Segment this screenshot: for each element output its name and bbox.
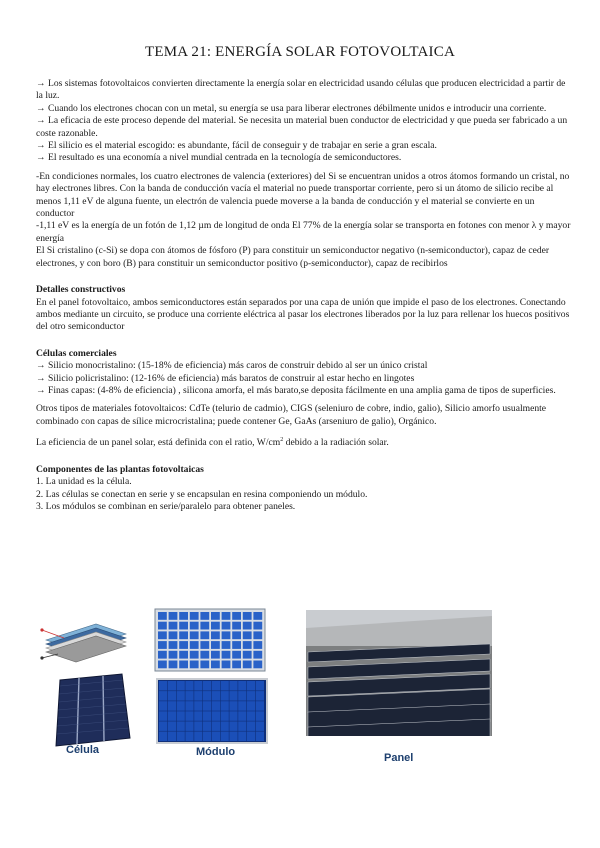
module-cell (168, 681, 176, 691)
module-cell (211, 661, 220, 669)
module-cell (238, 711, 246, 721)
cell-layer-diagram (36, 610, 132, 668)
module-cell (158, 651, 167, 659)
module-cell (253, 651, 262, 659)
module-cell (168, 732, 176, 742)
module-cell (222, 612, 231, 620)
module-cell (179, 641, 188, 649)
module-cell (200, 622, 209, 630)
components-figure (36, 606, 572, 776)
module-cell (179, 612, 188, 620)
module-cell (168, 691, 176, 701)
celulas-bullet: → Silicio policristalino: (12-16% de eficiencia) más baratos de construir al estar hecho en lingotes (36, 372, 415, 384)
module-cell (179, 622, 188, 630)
module-cell (247, 681, 255, 691)
module-cell (229, 732, 237, 742)
module-cell (222, 622, 231, 630)
module-cell (211, 622, 220, 630)
module-cell (232, 622, 241, 630)
module-cell (190, 661, 199, 669)
module-cell (203, 701, 211, 711)
module-cell (238, 721, 246, 731)
solar-cell-image (46, 672, 132, 748)
module-cell (256, 691, 264, 701)
panel-caption: Panel (384, 752, 414, 764)
module-cell (222, 641, 231, 649)
panel-image (306, 610, 492, 736)
module-cell (159, 732, 167, 742)
module-cell (158, 622, 167, 630)
module-cell (211, 612, 220, 620)
module-cell (200, 661, 209, 669)
module-cell (203, 721, 211, 731)
module-cell (212, 711, 220, 721)
module-cell (177, 681, 185, 691)
module-cell (190, 612, 199, 620)
module-cell (247, 711, 255, 721)
module-caption: Módulo (196, 746, 236, 758)
list-item: 1. La unidad es la célula. (36, 476, 132, 488)
module-cell (243, 612, 252, 620)
module-cell (243, 641, 252, 649)
module-cell (200, 612, 209, 620)
module-cell (222, 631, 231, 639)
module-cell (247, 732, 255, 742)
module-cell (243, 631, 252, 639)
module-cell (203, 711, 211, 721)
module-cell (169, 641, 178, 649)
module-cell (185, 681, 193, 691)
module-cell (212, 721, 220, 731)
module-cell (221, 701, 229, 711)
module-cell (169, 622, 178, 630)
module-cell (194, 701, 202, 711)
module-cell (247, 721, 255, 731)
module-cell (185, 701, 193, 711)
module-cell (238, 732, 246, 742)
module-cell (232, 612, 241, 620)
module-cell (194, 711, 202, 721)
module-cell (203, 691, 211, 701)
module-cell (158, 631, 167, 639)
section-heading-celulas: Células comerciales (36, 347, 117, 359)
eficiencia-text-end: debido a la radiación solar. (283, 437, 389, 449)
module-cell (211, 631, 220, 639)
module-cell (185, 732, 193, 742)
module-cell (190, 631, 199, 639)
intro-bullet: → La eficacia de este proceso depende del material. Se necesita un material buen conductor de electricidad y que pueda ser fabricado a un coste razonable. (36, 115, 568, 139)
module-cell (212, 681, 220, 691)
module-cell (194, 721, 202, 731)
module-cell (177, 691, 185, 701)
module-cell (194, 681, 202, 691)
module-cell (256, 732, 264, 742)
module-cell (232, 651, 241, 659)
paragraph: -En condiciones normales, los cuatro electrones de valencia (exteriores) del Si se encuentran unidos a otros átomos formando un cristal, no hay electrones libres. Con la banda de conducción vacía el material no puede transportar corriente, pero si un átomo de silicio recibe al menos 1,11 eV de alguna fuente, un electrón de valencia puede moverse a la banda de conducción y el material se convierte en un conductor (36, 170, 570, 220)
module-cell (243, 661, 252, 669)
module-cell (177, 732, 185, 742)
module-cell (190, 622, 199, 630)
module-cell (200, 631, 209, 639)
module-cell (190, 641, 199, 649)
module-cell (194, 732, 202, 742)
module-cell (221, 711, 229, 721)
module-cell (177, 721, 185, 731)
intro-bullet: → Los sistemas fotovoltaicos convierten directamente la energía solar en electricidad usando células que producen electricidad a partir de la luz. (36, 78, 566, 102)
module-cell (247, 701, 255, 711)
module-cell (168, 721, 176, 731)
celulas-bullet: → Silicio monocristalino: (15-18% de eficiencia) más caros de construir debido al ser un único cristal (36, 360, 428, 372)
module-cell (253, 661, 262, 669)
module-cell (158, 641, 167, 649)
module-cell (179, 631, 188, 639)
paragraph: En el panel fotovoltaico, ambos semiconductores están separados por una capa de unión que impide el paso de los electrones. Conectando ambos mediante un circuito, se produce una corriente eléctrica al pasar los electrones liberados por la luz para rellenar los huecos positivos del otro semiconductor (36, 296, 570, 333)
celulas-bullet: → Finas capas: (4-8% de eficiencia) , silicona amorfa, el más barato,se deposita fácilmente en una amplia gama de tipos de superficies. (36, 384, 556, 396)
module-image (156, 678, 268, 744)
module-cell (200, 641, 209, 649)
module-cell (232, 641, 241, 649)
module-cell (243, 651, 252, 659)
module-cell (177, 701, 185, 711)
module-cell (256, 681, 264, 691)
module-cell (243, 622, 252, 630)
module-cell (253, 612, 262, 620)
module-cell (229, 721, 237, 731)
module-cell (253, 641, 262, 649)
page-title: TEMA 21: ENERGÍA SOLAR FOTOVOLTAICA (145, 44, 455, 60)
module-cell (238, 691, 246, 701)
module-cell (159, 681, 167, 691)
module-cell (221, 681, 229, 691)
module-cell (221, 691, 229, 701)
module-cell (211, 641, 220, 649)
list-item: 3. Los módulos se combinan en serie/paralelo para obtener paneles. (36, 500, 296, 512)
paragraph: El Si cristalino (c-Si) se dopa con átomos de fósforo (P) para constituir un semiconductor negativo (n-semiconductor), capaz de ceder electrones, y con boro (B) para constituir un semiconductor positivo (p-semiconductor), capaz de recibirlos (36, 245, 550, 269)
module-cell (253, 631, 262, 639)
module-cell (212, 701, 220, 711)
module-cell (212, 691, 220, 701)
module-cell (229, 701, 237, 711)
module-cell (203, 732, 211, 742)
document-body (36, 78, 572, 513)
module-cell (221, 732, 229, 742)
module-grid-diagram (154, 608, 266, 672)
cell-caption: Célula (66, 744, 100, 756)
module-cell (168, 701, 176, 711)
intro-bullet: → El resultado es una economía a nivel mundial centrada en la tecnología de semiconductores. (36, 152, 402, 164)
module-cell (159, 701, 167, 711)
module-cell (169, 631, 178, 639)
module-cell (211, 651, 220, 659)
module-cell (232, 631, 241, 639)
eficiencia-superscript: 2 (280, 437, 284, 444)
module-cell (222, 661, 231, 669)
list-item: 2. Las células se conectan en serie y se encapsulan en resina componiendo un módulo. (36, 488, 368, 500)
eficiencia-text: La eficiencia de un panel solar, está definida con el ratio, W/cm (36, 437, 281, 449)
intro-bullet: → El silicio es el material escogido: es abundante, fácil de conseguir y de trabajar en serie a gran escala. (36, 140, 437, 152)
paragraph-eficiencia (36, 434, 572, 450)
module-cell (212, 732, 220, 742)
module-cell (168, 711, 176, 721)
module-cell (229, 681, 237, 691)
module-cell (179, 651, 188, 659)
module-cell (169, 651, 178, 659)
module-cell (256, 701, 264, 711)
module-cell (247, 691, 255, 701)
module-cell (185, 711, 193, 721)
module-cell (158, 661, 167, 669)
paragraph: Otros tipos de materiales fotovoltaicos: CdTe (telurio de cadmio), CIGS (seleniuro de cobre, indio, galio), Silicio amorfo usualmente combinado con capas de sílice microcristalina; puede contener Ge, GaAs (arseniuro de galio), Orgánico. (36, 403, 547, 427)
module-cell (256, 721, 264, 731)
module-cell (159, 711, 167, 721)
section-heading-componentes: Componentes de las plantas fotovoltaicas (36, 463, 204, 475)
module-cell (221, 721, 229, 731)
module-cell (177, 711, 185, 721)
module-cell (190, 651, 199, 659)
module-cell (169, 612, 178, 620)
section-heading-detalles: Detalles constructivos (36, 284, 126, 296)
module-cell (253, 622, 262, 630)
module-cell (179, 661, 188, 669)
module-cell (256, 711, 264, 721)
module-cell (194, 691, 202, 701)
module-cell (169, 661, 178, 669)
intro-bullet: → Cuando los electrones chocan con un metal, su energía se usa para liberar electrones débilmente unidos e introducir una corriente. (36, 102, 547, 114)
module-cell (203, 681, 211, 691)
module-cell (238, 681, 246, 691)
module-cell (200, 651, 209, 659)
module-cell (185, 691, 193, 701)
module-cell (185, 721, 193, 731)
module-cell (232, 661, 241, 669)
paragraph: -1,11 eV es la energía de un fotón de 1,12 µm de longitud de onda El 77% de la energía solar se transporta en fotones con menor λ y mayor energía (36, 220, 571, 244)
module-cell (159, 721, 167, 731)
module-cell (229, 691, 237, 701)
module-cell (158, 612, 167, 620)
module-cell (238, 701, 246, 711)
module-cell (229, 711, 237, 721)
module-cell (159, 691, 167, 701)
module-cell (222, 651, 231, 659)
